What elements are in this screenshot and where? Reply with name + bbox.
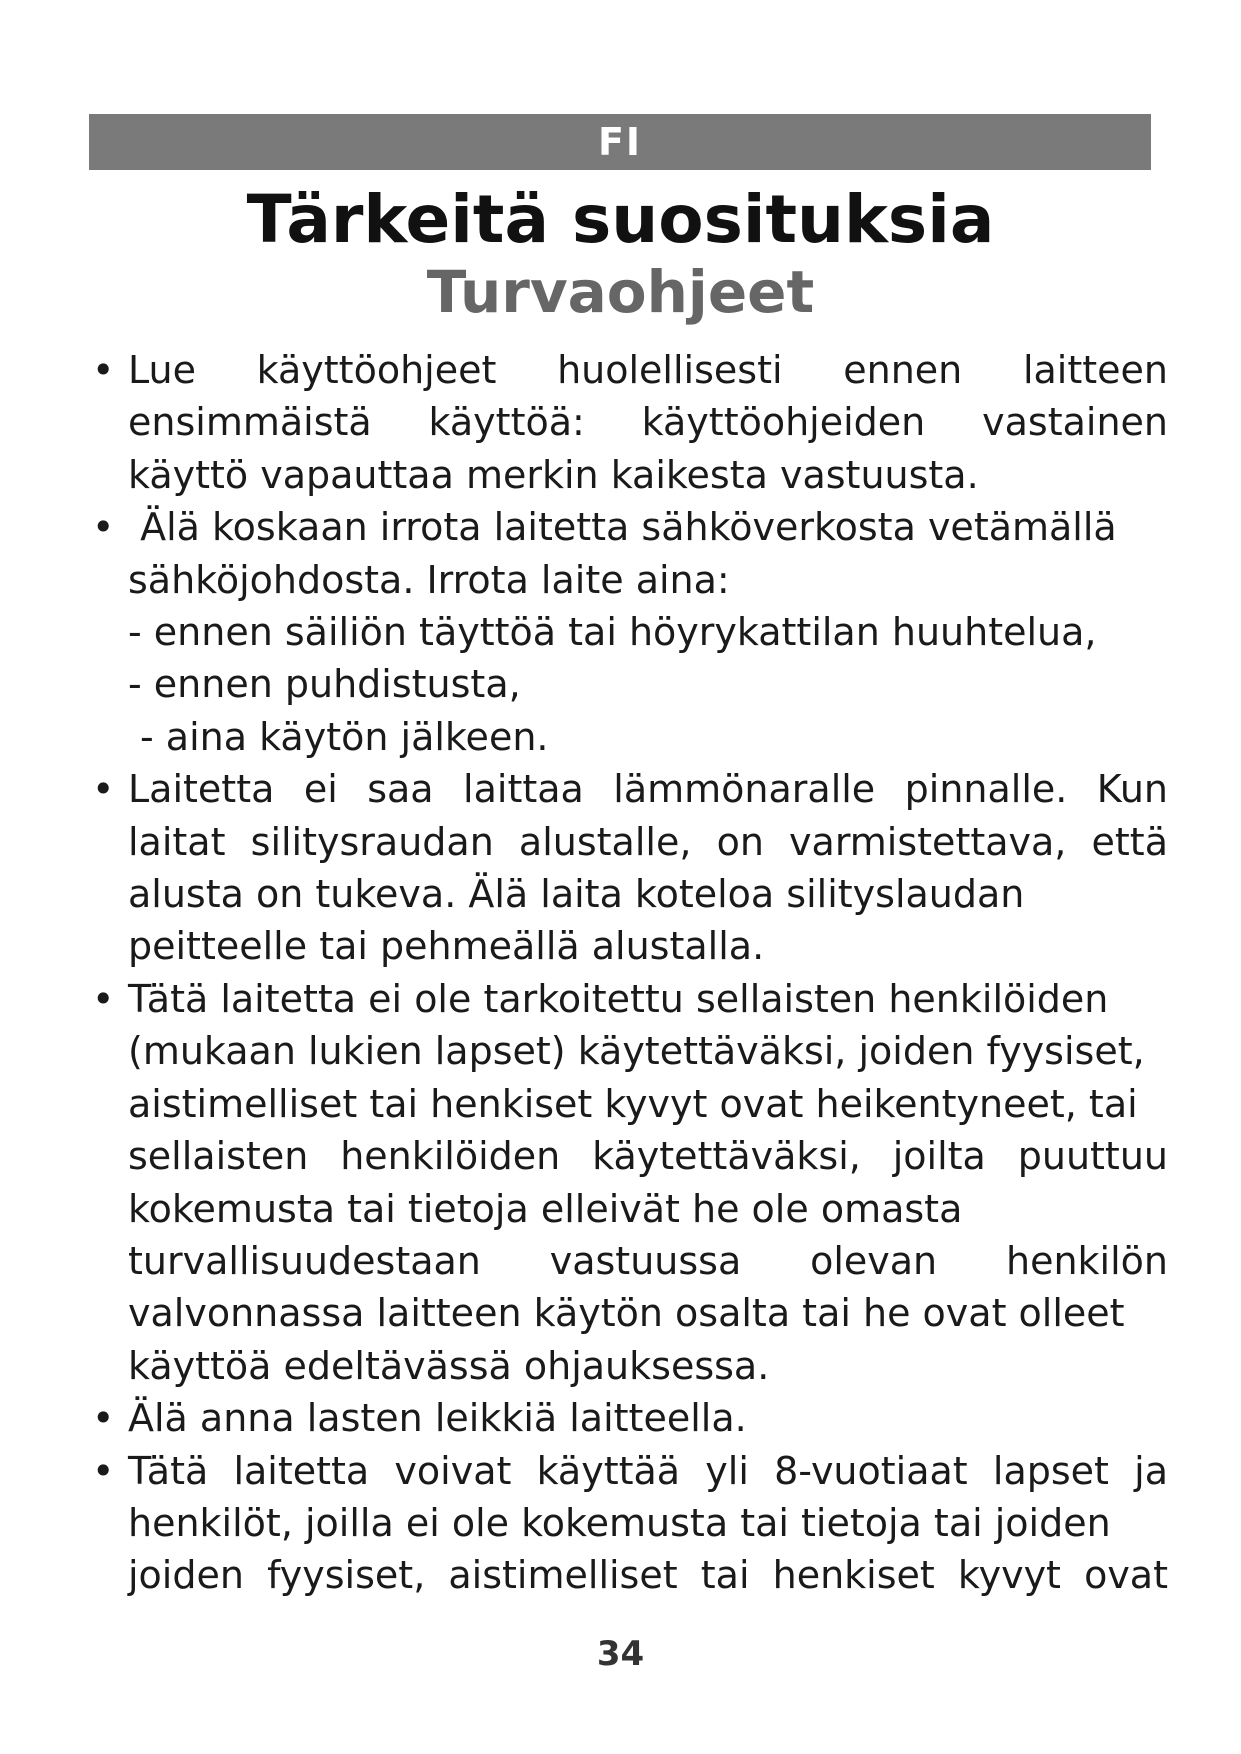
item-line: turvallisuudestaan vastuussa olevan henkilön: [128, 1238, 1168, 1283]
list-item-surface: [90, 763, 1168, 973]
item-line: aistimelliset tai henkiset kyvyt ovat heikentyneet, tai: [128, 1081, 1138, 1126]
item-line: Älä anna lasten leikkiä laitteella.: [128, 1396, 747, 1441]
item-subline: - ennen puhdistusta,: [128, 662, 521, 707]
bullet-icon: •: [92, 1396, 115, 1441]
item-subline: - ennen säiliön täyttöä tai höyrykattilan huuhtelua,: [128, 610, 1097, 655]
item-line: käyttöä edeltävässä ohjauksessa.: [128, 1343, 770, 1388]
safety-instructions: [90, 344, 1168, 1602]
language-header-bar: [89, 114, 1151, 170]
item-line: kokemusta tai tietoja elleivät he ole omasta: [128, 1186, 963, 1231]
item-line: Laitetta ei saa laittaa lämmönaralle pinnalle. Kun: [128, 767, 1168, 812]
item-line: ensimmäistä käyttöä: käyttöohjeiden vastainen: [128, 400, 1168, 445]
bullet-icon: •: [92, 1448, 115, 1493]
item-line: Tätä laitetta ei ole tarkoitettu sellaisten henkilöiden: [128, 976, 1109, 1021]
page-subtitle: Turvaohjeet: [426, 258, 815, 326]
page-number: 34: [596, 1634, 645, 1674]
list-item-unplug: [90, 501, 1168, 763]
item-line: alusta on tukeva. Älä laita koteloa silityslaudan: [128, 872, 1025, 917]
list-item-restricted-users: [90, 973, 1168, 1392]
list-item-age-limit: [90, 1445, 1168, 1602]
item-line: laitat silitysraudan alustalle, on varmistettava, että: [128, 819, 1168, 864]
item-line: sellaisten henkilöiden käytettäväksi, joilta puuttuu: [128, 1134, 1168, 1179]
item-line: peitteelle tai pehmeällä alustalla.: [128, 924, 765, 969]
list-item-read-instructions: [90, 344, 1168, 501]
item-line: Lue käyttöohjeet huolellisesti ennen laitteen: [128, 348, 1168, 392]
item-line: joiden fyysiset, aistimelliset tai henkiset kyvyt ovat: [128, 1553, 1168, 1598]
list-item-children-play: [90, 1392, 1168, 1444]
bullet-icon: •: [92, 505, 115, 550]
bullet-icon: •: [92, 976, 115, 1021]
item-line: Tätä laitetta voivat käyttää yli 8-vuotiaat lapset ja: [128, 1448, 1168, 1493]
item-line: henkilöt, joilla ei ole kokemusta tai tietoja tai joiden: [128, 1500, 1111, 1545]
item-line: valvonnassa laitteen käytön osalta tai he ovat olleet: [128, 1291, 1125, 1336]
item-line: Älä koskaan irrota laitetta sähköverkosta vetämällä: [128, 505, 1117, 550]
language-code: FI: [597, 120, 643, 164]
item-line: sähköjohdosta. Irrota laite aina:: [128, 557, 730, 602]
item-line: (mukaan lukien lapset) käytettäväksi, joiden fyysiset,: [128, 1029, 1145, 1074]
bullet-icon: •: [92, 767, 115, 812]
item-subline: - aina käytön jälkeen.: [140, 714, 549, 759]
item-line: käyttö vapauttaa merkin kaikesta vastuusta.: [128, 452, 979, 497]
page-title: Tärkeitä suosituksia: [246, 181, 995, 258]
bullet-icon: •: [92, 348, 115, 392]
